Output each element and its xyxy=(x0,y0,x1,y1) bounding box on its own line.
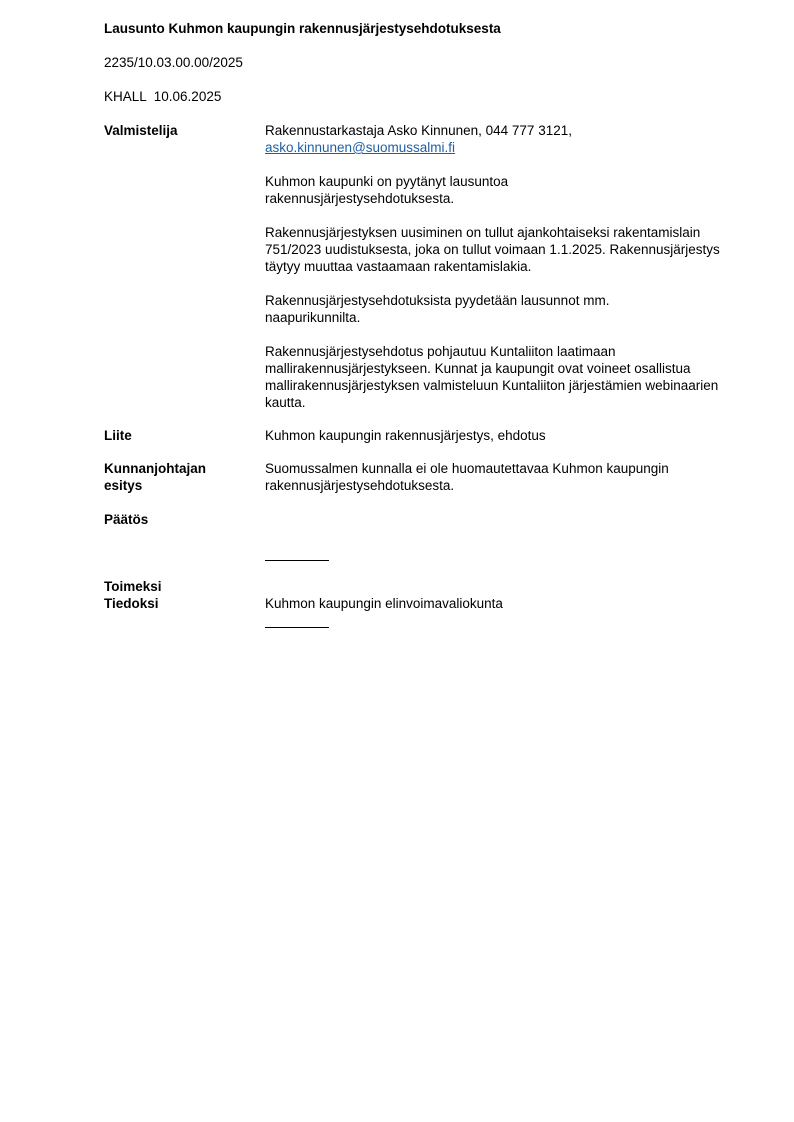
section-divider xyxy=(265,560,329,561)
attachment-text: Kuhmon kaupungin rakennusjärjestys, ehdotus xyxy=(265,428,546,443)
info-recipient: Kuhmon kaupungin elinvoimavaliokunta xyxy=(265,596,503,611)
preparer-paragraph: Rakennusjärjestyksen uusiminen on tullut ajankohtaiseksi rakentamislain 751/2023 uudistuksesta, joka on tullut voimaan 1.1.2025. Rakennusjärjestys täytyy muuttaa vastaamaan rakentamislakia. xyxy=(265,225,720,274)
section-divider xyxy=(265,627,329,628)
document-title: Lausunto Kuhmon kaupungin rakennusjärjestysehdotuksesta xyxy=(104,21,501,36)
case-number: 2235/10.03.00.00/2025 xyxy=(104,55,243,70)
preparer-email-link[interactable]: asko.kinnunen@suomussalmi.fi xyxy=(265,140,456,155)
preparer-paragraph: Rakennusjärjestysehdotus pohjautuu Kuntaliiton laatimaan mallirakennusjärjestykseen. Kunnat ja kaupungit ovat voineet osallistua mallirakennusjärjestyksen valmisteluun Kuntaliiton järjestämien webinaarien kautta. xyxy=(265,344,719,410)
attachment-label: Liite xyxy=(104,428,132,443)
info-label: Tiedoksi xyxy=(104,596,159,611)
meeting-reference: KHALL 10.06.2025 xyxy=(104,89,222,104)
proposal-label xyxy=(104,460,254,494)
preparer-body xyxy=(265,173,745,411)
preparer-paragraph: Kuhmon kaupunki on pyytänyt lausuntoa rakennusjärjestysehdotuksesta. xyxy=(265,174,509,206)
preparer-section xyxy=(265,122,745,411)
proposal-label-line: Kunnanjohtajan xyxy=(104,461,206,476)
preparer-label: Valmistelija xyxy=(104,123,178,138)
preparer-contact xyxy=(265,122,745,156)
preparer-paragraph: Rakennusjärjestysehdotuksista pyydetään lausunnot mm. naapurikunnilta. xyxy=(265,293,610,325)
action-label: Toimeksi xyxy=(104,579,162,594)
proposal-label-line: esitys xyxy=(104,478,143,493)
proposal-text: Suomussalmen kunnalla ei ole huomautettavaa Kuhmon kaupungin rakennusjärjestysehdotuksesta. xyxy=(265,461,669,493)
decision-label: Päätös xyxy=(104,512,149,527)
preparer-name: Rakennustarkastaja Asko Kinnunen, 044 777 3121, xyxy=(265,123,572,138)
